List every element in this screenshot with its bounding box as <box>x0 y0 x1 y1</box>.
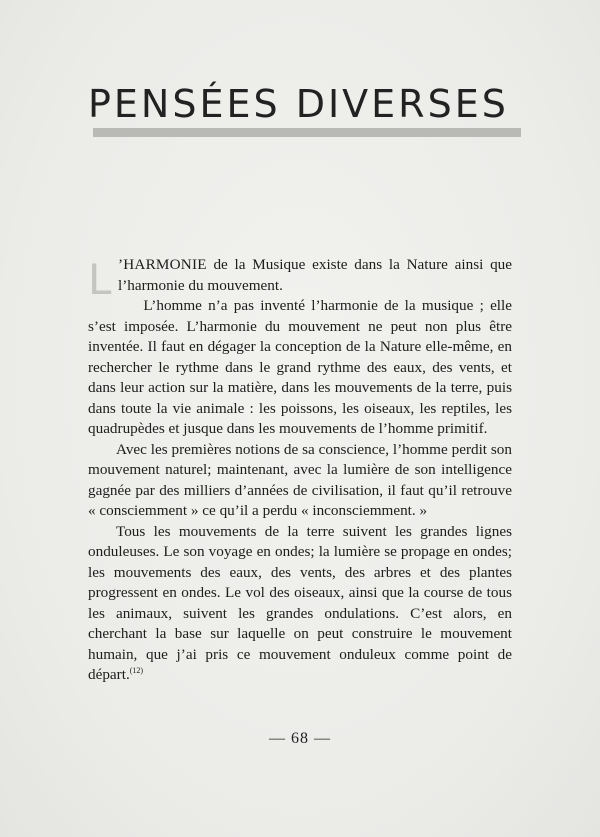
paragraph-1-text <box>118 255 512 296</box>
paragraph-4 <box>88 522 512 686</box>
footnote-marker: (12) <box>129 666 144 675</box>
paragraph-1-body: de la Musique existe dans la Nature ainsi que l’harmonie du mouvement. <box>118 256 512 294</box>
paragraph-1 <box>88 255 512 304</box>
paragraph-1-smallcaps: ’HARMONIE <box>118 256 207 273</box>
paragraph-4-text: Tous les mouvements de la terre suivent les grandes lignes onduleuses. Le son voyage en ondes; la lumière se propage en ondes; les mouvements des eaux, des vents, des arbres et des plantes progressent en ondes. Le vol des oiseaux, ainsi que la course de tous les animaux, suivent les grandes ondulations. C’est alors, en cherchant la base sur laquelle on peut construire le mouvement humain, que j’ai pris ce mouvement onduleux comme point de départ. <box>88 522 512 683</box>
body-text <box>88 255 512 686</box>
paragraph-3: Avec les premières notions de sa conscience, l’homme perdit son mouvement naturel; maintenant, avec la lumière de son intelligence gagnée par des milliers d’années de civilisation, il faut qu’il retrouve « consciemment » ce qu’il a perdu « inconsciemment. » <box>88 440 512 519</box>
drop-cap-letter: L <box>88 255 112 304</box>
page-title: PENSÉES DIVERSES <box>88 82 509 126</box>
page-number: — 68 — <box>269 730 331 747</box>
paragraph-2: L’homme n’a pas inventé l’harmonie de la musique ; elle s’est imposée. L’harmonie du mouvement ne peut non plus être inventée. Il faut en dégager la conception de la Nature elle-même, en rechercher le rythme dans le grand rythme des eaux, des vents, et dans leur action sur la matière, dans les mouvements de la terre, puis dans toute la vie animale : les poissons, les oiseaux, les reptiles, les quadrupèdes et jusque dans les mouvements de l’homme primitif. <box>88 297 512 437</box>
title-underline-rule <box>93 128 521 137</box>
